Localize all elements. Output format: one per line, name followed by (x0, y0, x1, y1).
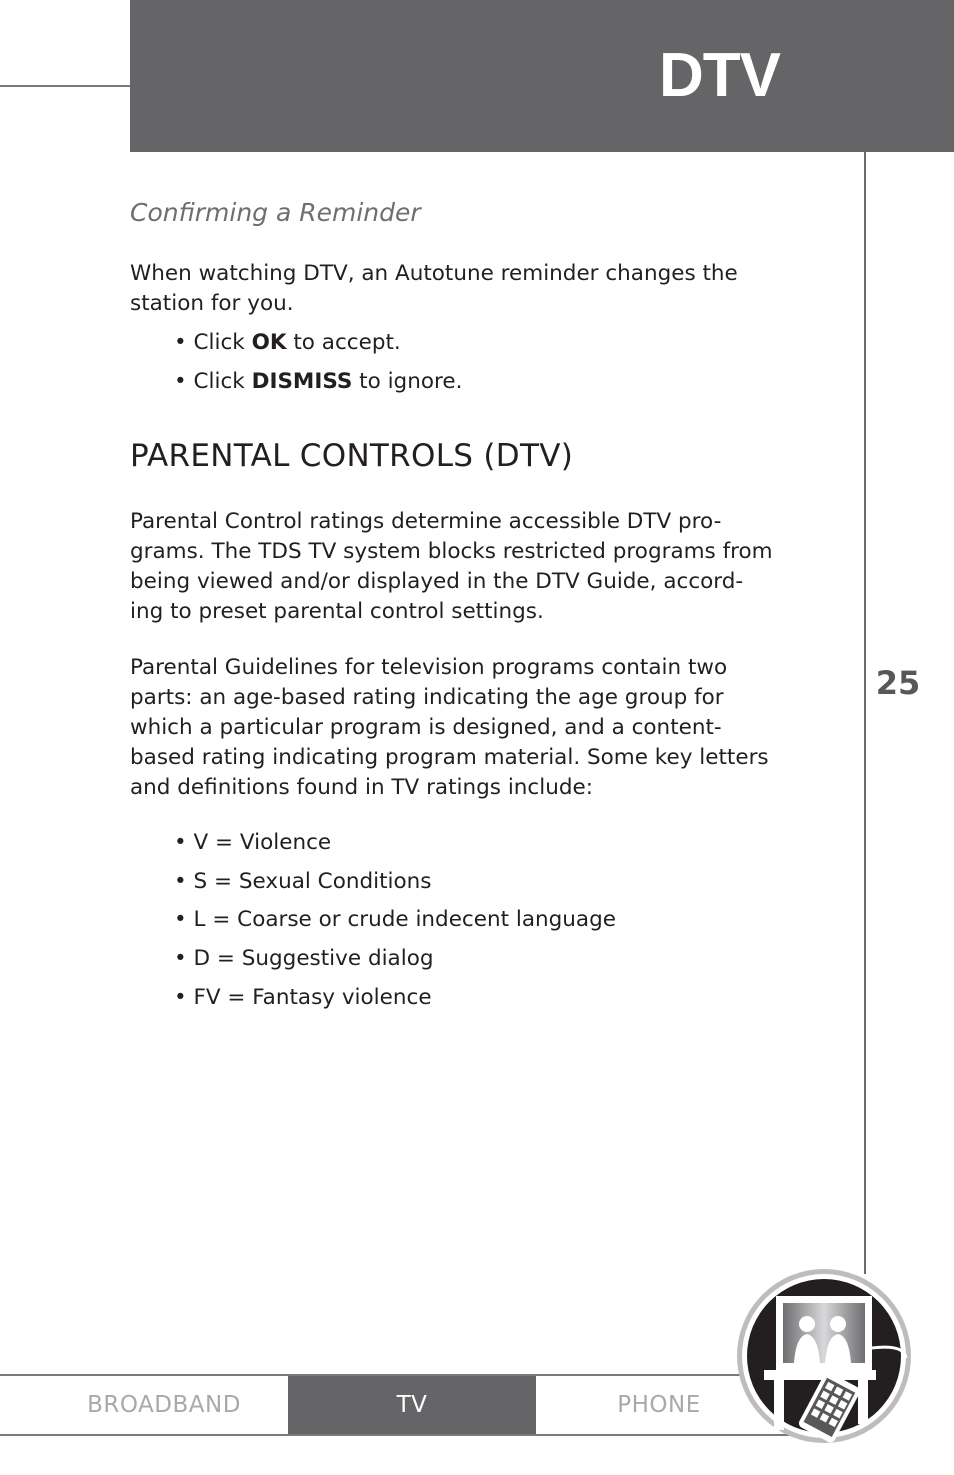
section-title: PARENTAL CONTROLS (DTV) (130, 438, 574, 474)
parental-paragraph-2 (130, 653, 780, 803)
text-line: ing to preset parental control settings. (130, 599, 544, 624)
page-title: DTV (659, 41, 780, 110)
list-item: • V = Violence (174, 830, 332, 855)
tab-tv[interactable]: TV (288, 1376, 536, 1434)
text-line: based rating indicating program material. Some key letters (130, 745, 769, 770)
tab-broadband[interactable]: BROADBAND (87, 1392, 241, 1418)
page-number: 25 (875, 664, 921, 702)
list-item: • Click DISMISS to ignore. (174, 368, 463, 394)
reminder-heading: Confirming a Reminder (130, 198, 421, 227)
text-line: being viewed and/or displayed in the DTV Guide, accord- (130, 569, 744, 594)
dismiss-key: DISMISS (251, 368, 353, 394)
list-item: • D = Suggestive dialog (174, 946, 434, 972)
ratings-list (174, 828, 616, 1021)
nav-bottom-rule (0, 1434, 790, 1436)
header-left-rule (0, 85, 130, 87)
parental-paragraph-1 (130, 507, 780, 627)
side-rule (864, 152, 866, 1274)
text-line: and definitions found in TV ratings include: (130, 775, 593, 800)
text-line: Parental Guidelines for television programs contain two (130, 655, 728, 680)
header-bar (130, 0, 954, 152)
ok-key: OK (251, 330, 287, 355)
tv-remote-icon (734, 1266, 914, 1446)
list-item: • FV = Fantasy violence (174, 984, 432, 1010)
reminder-bullets (174, 328, 462, 405)
reminder-intro: When watching DTV, an Autotune reminder changes the station for you. (130, 261, 738, 316)
tab-phone[interactable]: PHONE (617, 1392, 701, 1418)
text-line: Parental Control ratings determine accessible DTV pro- (130, 509, 722, 534)
list-item: • Click OK to accept. (174, 330, 401, 355)
text-line: parts: an age-based rating indicating the age group for (130, 685, 724, 710)
list-item: • L = Coarse or crude indecent language (174, 907, 616, 933)
text-line: which a particular program is designed, and a content- (130, 715, 722, 740)
text-line: grams. The TDS TV system blocks restricted programs from (130, 539, 773, 564)
list-item: • S = Sexual Conditions (174, 868, 432, 894)
